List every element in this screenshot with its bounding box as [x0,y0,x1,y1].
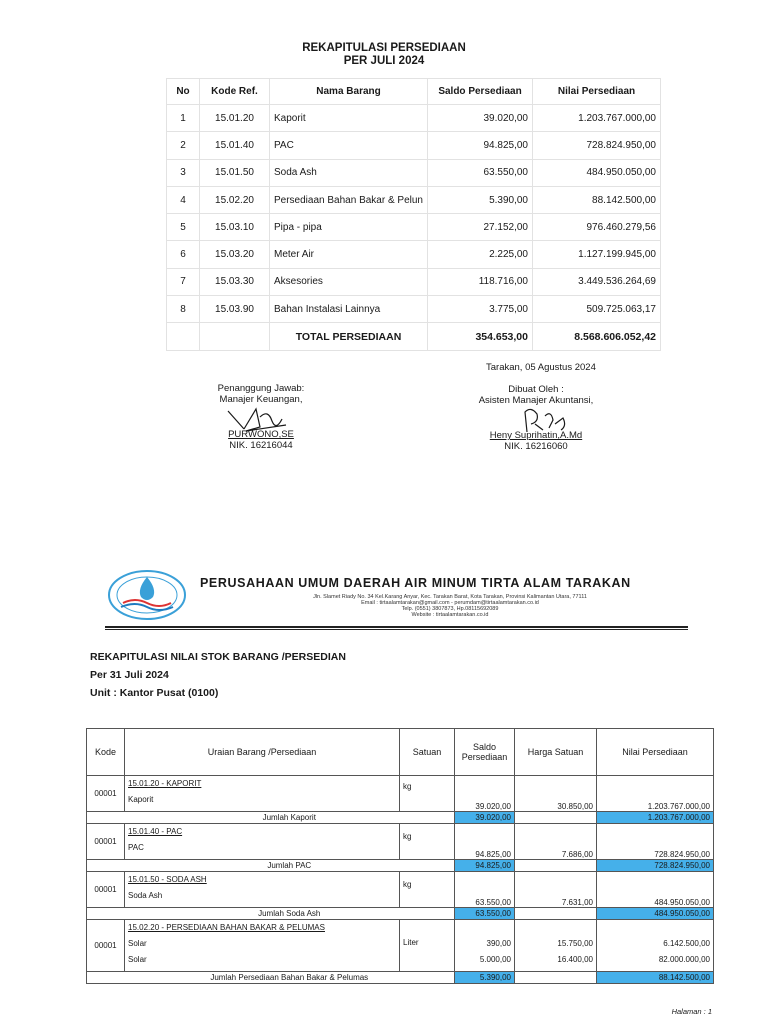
group-row [87,776,714,812]
total-empty-cell [200,323,270,350]
sum-label: Jumlah Persediaan Bahan Bakar & Pelumas [125,972,455,984]
item-nilai: 728.824.950,00 [597,824,714,860]
group-sum-row [87,812,714,824]
group-satuan: kg [400,776,455,812]
right-sig-nik: NIK. 16216060 [504,441,568,452]
summary-title [0,42,768,68]
item-nilai-cell [597,920,714,972]
sum-empty-cell [515,972,597,984]
item-saldo-cell [455,920,515,972]
report-unit: Unit : Kantor Pusat (0100) [90,687,219,699]
left-signature-block [196,383,326,451]
row-kode: 15.02.20 [200,186,270,213]
row-nilai: 976.460.279,56 [533,214,661,241]
group-kode: 00001 [87,920,125,972]
table-row [167,241,661,268]
item-nilai: 82.000.000,00 [658,955,710,964]
sum-nilai: 728.824.950,00 [597,860,714,872]
item-name: Soda Ash [128,891,163,900]
total-saldo: 354.653,00 [428,323,533,350]
row-saldo: 63.550,00 [428,159,533,186]
row-nilai: 1.203.767.000,00 [533,105,661,132]
table-row [167,132,661,159]
table-row [167,159,661,186]
place-date: Tarakan, 05 Agustus 2024 [486,362,596,373]
sum-empty-cell [515,908,597,920]
row-no: 8 [167,296,200,323]
header-nilai: Nilai Persediaan [533,79,661,105]
address-line: Telp. (0551) 3807873, Hp.08115692089 [401,606,499,612]
item-saldo: 39.020,00 [455,776,515,812]
summary-header-row [167,79,661,105]
sum-empty-cell [87,972,125,984]
total-empty-cell [167,323,200,350]
header-kode: Kode [87,729,125,776]
row-nilai: 1.127.199.945,00 [533,241,661,268]
item-name: Solar [128,939,147,948]
item-harga: 30.850,00 [515,776,597,812]
sum-saldo: 5.390,00 [455,972,515,984]
item-saldo: 390,00 [486,939,511,948]
group-row [87,872,714,908]
row-kode: 15.03.30 [200,268,270,295]
header-nama: Nama Barang [270,79,428,105]
item-name: Solar [128,955,147,964]
sum-empty-cell [87,812,125,824]
header-saldo-line1: Saldo [472,742,497,752]
group-sum-row [87,860,714,872]
table-row [167,268,661,295]
table-row [167,186,661,213]
item-name: PAC [128,843,144,852]
address-line: Email : tirtaalamtarakan@gmail.com - perumdam@tirtaalamtarakan.co.id [361,600,539,606]
right-signature-block [466,384,606,452]
row-no: 2 [167,132,200,159]
page-number: Halaman : 1 [671,1007,712,1016]
sum-empty-cell [87,860,125,872]
row-no: 7 [167,268,200,295]
group-label: 15.01.50 - SODA ASH [128,875,207,884]
left-sig-role1: Penanggung Jawab: [217,383,305,394]
sum-label: Jumlah Soda Ash [125,908,455,920]
row-no: 4 [167,186,200,213]
address-line: Website : tirtaalamtarakan.co.id [411,612,489,618]
row-nama: Persediaan Bahan Bakar & Pelun [270,186,428,213]
header-kode: Kode Ref. [200,79,270,105]
company-logo [107,569,187,621]
row-no: 1 [167,105,200,132]
company-name: PERUSAHAAN UMUM DAERAH AIR MINUM TIRTA ALAM TARAKAN [200,576,631,590]
group-sum-row [87,972,714,984]
header-harga: Harga Satuan [515,729,597,776]
item-harga-cell [515,920,597,972]
sum-empty-cell [515,860,597,872]
row-saldo: 39.020,00 [428,105,533,132]
row-saldo: 94.825,00 [428,132,533,159]
group-sum-row [87,908,714,920]
summary-title-line2: PER JULI 2024 [343,55,425,67]
table-row [167,105,661,132]
right-sig-role1: Dibuat Oleh : [508,384,564,395]
row-nama: Pipa - pipa [270,214,428,241]
row-nilai: 509.725.063,17 [533,296,661,323]
group-row [87,920,714,972]
group-label: 15.01.20 - KAPORIT [128,779,202,788]
item-harga: 15.750,00 [557,939,593,948]
right-sig-role2: Asisten Manajer Akuntansi, [478,395,594,406]
header-saldo-line2: Persediaan [461,752,508,762]
sum-nilai: 484.950.050,00 [597,908,714,920]
group-satuan: kg [400,824,455,860]
item-nilai: 484.950.050,00 [597,872,714,908]
row-nilai: 3.449.536.264,69 [533,268,661,295]
right-sig-name: Heny Suprihatin,A.Md [489,430,583,441]
stock-detail-table [86,728,714,984]
header-saldo: Saldo Persediaan [428,79,533,105]
row-nilai: 484.950.050,00 [533,159,661,186]
company-address [225,594,675,618]
left-sig-name: PURWONO,SE [228,429,294,440]
group-kode: 00001 [87,776,125,812]
header-no: No [167,79,200,105]
header-satuan: Satuan [400,729,455,776]
total-row [167,323,661,350]
table-row [167,296,661,323]
group-row [87,824,714,860]
group-satuan: kg [400,872,455,908]
item-nilai: 1.203.767.000,00 [597,776,714,812]
row-saldo: 118.716,00 [428,268,533,295]
report-period: Per 31 Juli 2024 [90,669,169,681]
sum-saldo: 63.550,00 [455,908,515,920]
row-kode: 15.01.50 [200,159,270,186]
row-kode: 15.03.90 [200,296,270,323]
item-saldo: 94.825,00 [455,824,515,860]
letterhead-divider [105,626,688,628]
summary-title-line1: REKAPITULASI PERSEDIAAN [302,42,466,54]
row-saldo: 5.390,00 [428,186,533,213]
row-no: 5 [167,214,200,241]
row-nama: Meter Air [270,241,428,268]
row-kode: 15.03.20 [200,241,270,268]
total-label: TOTAL PERSEDIAAN [270,323,428,350]
row-saldo: 27.152,00 [428,214,533,241]
sum-empty-cell [87,908,125,920]
group-kode: 00001 [87,824,125,860]
group-satuan: Liter [400,920,455,972]
row-no: 3 [167,159,200,186]
group-cell [125,776,400,812]
row-nama: Aksesories [270,268,428,295]
sum-nilai: 1.203.767.000,00 [597,812,714,824]
header-nilai: Nilai Persediaan [597,729,714,776]
letterhead-divider-thin [105,629,688,630]
sum-saldo: 94.825,00 [455,860,515,872]
item-saldo: 63.550,00 [455,872,515,908]
summary-table [166,78,661,351]
total-nilai: 8.568.606.052,42 [533,323,661,350]
group-label: 15.01.40 - PAC [128,827,183,836]
left-sig-nik: NIK. 16216044 [229,440,293,451]
left-sig-role2: Manajer Keuangan, [219,394,303,405]
row-saldo: 2.225,00 [428,241,533,268]
item-harga: 7.686,00 [515,824,597,860]
item-name: Kaporit [128,795,154,804]
group-kode: 00001 [87,872,125,908]
group-cell [125,824,400,860]
sum-saldo: 39.020,00 [455,812,515,824]
row-nama: Kaporit [270,105,428,132]
group-label: 15.02.20 - PERSEDIAAN BAHAN BAKAR & PELUMAS [128,923,325,932]
row-saldo: 3.775,00 [428,296,533,323]
sum-label: Jumlah Kaporit [125,812,455,824]
item-harga: 7.631,00 [515,872,597,908]
row-nama: Bahan Instalasi Lainnya [270,296,428,323]
group-cell [125,920,400,972]
row-kode: 15.01.20 [200,105,270,132]
report-title: REKAPITULASI NILAI STOK BARANG /PERSEDIAN [90,651,346,663]
row-kode: 15.01.40 [200,132,270,159]
row-kode: 15.03.10 [200,214,270,241]
table-row [167,214,661,241]
row-no: 6 [167,241,200,268]
detail-header-row [87,729,714,776]
item-nilai: 6.142.500,00 [663,939,710,948]
item-saldo: 5.000,00 [479,955,511,964]
group-cell [125,872,400,908]
item-harga: 16.400,00 [557,955,593,964]
address-line: Jln. Slamet Riady No. 34 Kel.Karang Anyar, Kec. Tarakan Barat, Kota Tarakan, Provinsi Kalimantan Utara, 77111 [313,594,587,600]
sum-nilai: 88.142.500,00 [597,972,714,984]
sum-empty-cell [515,812,597,824]
header-saldo [455,729,515,776]
row-nilai: 88.142.500,00 [533,186,661,213]
row-nama: Soda Ash [270,159,428,186]
header-uraian: Uraian Barang /Persediaan [125,729,400,776]
row-nilai: 728.824.950,00 [533,132,661,159]
sum-label: Jumlah PAC [125,860,455,872]
row-nama: PAC [270,132,428,159]
